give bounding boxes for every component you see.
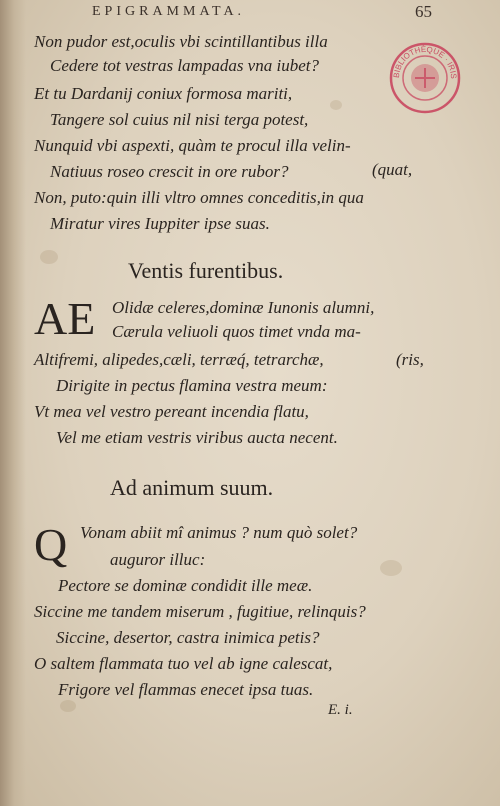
poem1-line: Tangere sol cuius nil nisi terga potest, bbox=[50, 110, 309, 129]
poem1-line: Natiuus roseo crescit in ore rubor? bbox=[50, 162, 289, 181]
running-header: EPIGRAMMATA. bbox=[92, 4, 246, 19]
poem1-line: Cedere tot vestras lampadas vna iubet? bbox=[50, 56, 319, 75]
poem3-line: auguror illuc: bbox=[110, 550, 206, 569]
poem2-line: Dirigite in pectus flamina vestra meum: bbox=[56, 376, 328, 395]
paper-stain bbox=[330, 100, 342, 110]
poem3-dropcap: Q bbox=[34, 519, 68, 570]
poem1-line-fragment: (quat, bbox=[372, 160, 413, 179]
poem2-line: Vel me etiam vestris viribus aucta necent. bbox=[56, 428, 338, 447]
paper-stain bbox=[60, 700, 76, 712]
poem3-line: Frigore vel flammas enecet ipsa tuas. bbox=[58, 680, 314, 699]
poem1-line: Miratur vires Iuppiter ipse suas. bbox=[50, 214, 270, 233]
poem2-line: Vt mea vel vestro pereant incendia flatu, bbox=[34, 402, 309, 421]
poem1-line: Nunquid vbi aspexti, quàm te procul illa velin- bbox=[34, 136, 351, 155]
poem2-line: Cærula veliuoli quos timet vnda ma- bbox=[112, 322, 361, 341]
poem3-line: Vonam abiit mî animus ? num quò solet? bbox=[80, 523, 358, 542]
poem3-line: Pectore se dominæ condidit ille meæ. bbox=[58, 576, 313, 595]
poem3-line: O saltem flammata tuo vel ab igne calescat, bbox=[34, 654, 333, 673]
page-gutter-shadow bbox=[0, 0, 26, 806]
poem1-line: Non pudor est,oculis vbi scintillantibus illa bbox=[34, 32, 328, 51]
paper-stain bbox=[40, 250, 58, 264]
poem3-title: Ad animum suum. bbox=[110, 475, 274, 500]
page-number: 65 bbox=[415, 2, 432, 21]
poem3-line: Siccine me tandem miserum , fugitiue, relinquis? bbox=[34, 602, 366, 621]
paper-stain bbox=[380, 560, 402, 576]
library-stamp-icon bbox=[385, 38, 465, 118]
poem1-line: Et tu Dardanij coniux formosa mariti, bbox=[34, 84, 293, 103]
poem2-line: Altifremi, alipedes,cæli, terræq́, tetrarchæ, bbox=[34, 350, 324, 369]
poem2-dropcap: AE bbox=[34, 293, 96, 344]
poem2-title: Ventis furentibus. bbox=[128, 258, 284, 283]
poem3-line: Siccine, desertor, castra inimica petis? bbox=[56, 628, 320, 647]
poem2-line-fragment: (ris, bbox=[396, 350, 424, 369]
poem2-line: Olidæ celeres,dominæ Iunonis alumni, bbox=[112, 298, 375, 317]
signature-mark: E. i. bbox=[328, 702, 353, 718]
stamp-text: BIBLIOTHÈQUE · IRIS bbox=[391, 44, 459, 80]
poem1-line: Non, puto:quin illi vltro omnes conceditis,in qua bbox=[34, 188, 364, 207]
